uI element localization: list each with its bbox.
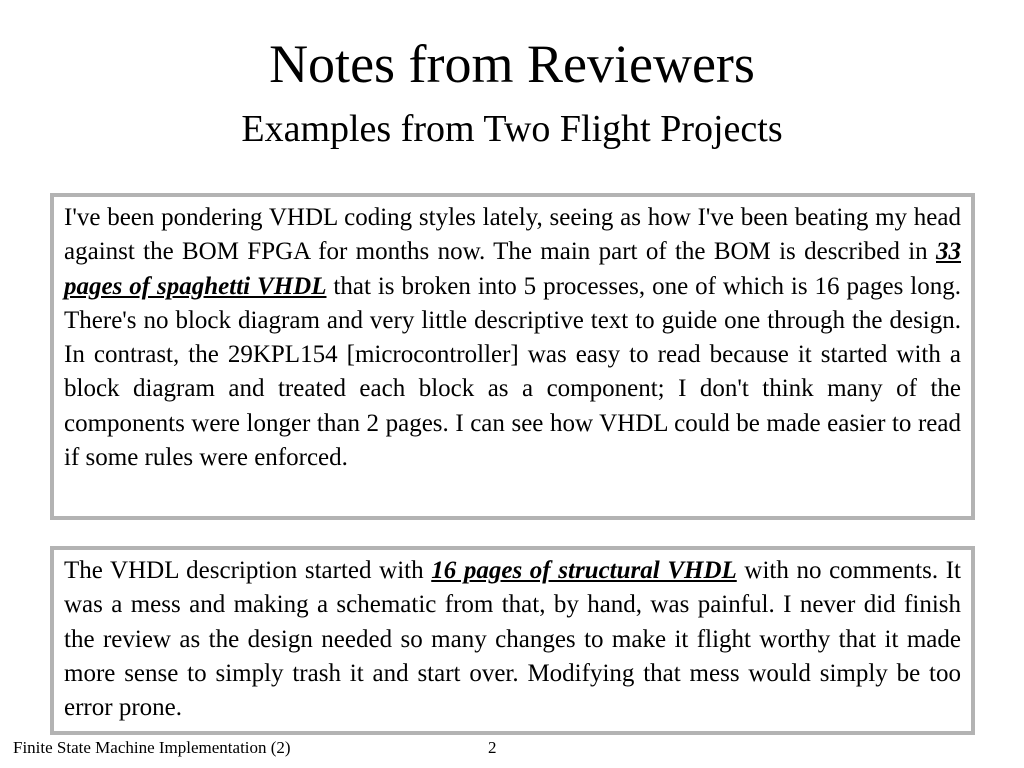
quote-1-text-end: that is broken into 5 processes, one of which is 16 pages long. There's no block diagram and very little descriptive text to guide one through the design. In contrast, the 29KPL154 [microcontroller] was easy to read because it started with a block diagram and treated each block as a component; I don't think many of the components were longer than 2 pages. I can see how VHDL could be made easier to read if some rules were enforced. — [64, 272, 961, 472]
footer-presentation-title: Finite State Machine Implementation (2) — [13, 738, 291, 757]
footer-page-number: 2 — [488, 738, 497, 757]
reviewer-quote-1 — [50, 193, 975, 520]
quote-2-text-end: with no comments. It was a mess and making a schematic from that, by hand, was painful. I never did finish the review as the design needed so many changes to make it flight worthy that it made more sense to simply trash it and start over. Modifying that mess would simply be too error prone. — [64, 557, 961, 722]
quote-1-text-start: I've been pondering VHDL coding styles lately, seeing as how I've been beating my head against the BOM FPGA for months now. The main part of the BOM is described in — [64, 204, 961, 266]
quote-2-text-start: The VHDL description started with — [64, 557, 432, 584]
slide-title: Notes from Reviewers — [269, 34, 755, 94]
quote-2-emphasis: 16 pages of structural VHDL — [431, 557, 737, 584]
reviewer-quote-2 — [50, 546, 975, 735]
slide-subtitle: Examples from Two Flight Projects — [241, 108, 783, 150]
quote-1-emphasis: 33 pages of spaghetti VHDL — [64, 238, 961, 300]
